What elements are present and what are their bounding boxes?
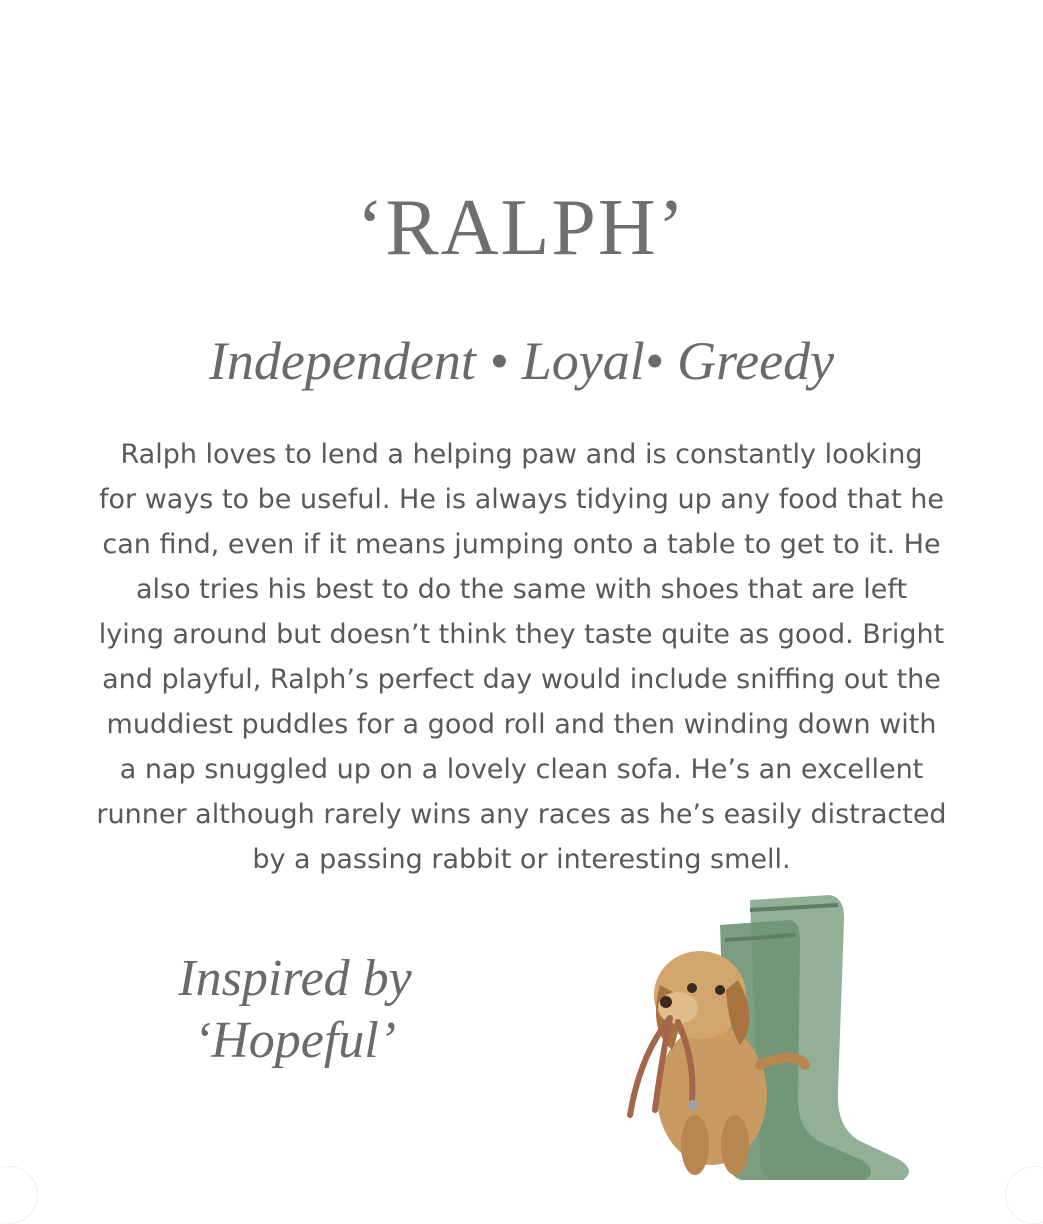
description-line: runner although rarely wins any races as he’s easily distracted <box>96 799 947 830</box>
inspired-by-label: Inspired by <box>178 950 412 1007</box>
description-line: for ways to be useful. He is always tidying up any food that he <box>98 484 944 515</box>
description-line: Ralph loves to lend a helping paw and is constantly looking <box>120 439 923 470</box>
inspiration-name: ‘Hopeful’ <box>193 1012 397 1069</box>
description-line: lying around but doesn’t think they taste quite as good. Bright <box>98 619 945 650</box>
description-line: can find, even if it means jumping onto a table to get to it. He <box>102 529 941 560</box>
description-line: a nap snuggled up on a lovely clean sofa. He’s an excellent <box>119 754 924 785</box>
corner-circle <box>1005 1166 1043 1224</box>
description-line: muddiest puddles for a good roll and then winding down with <box>106 709 937 740</box>
dog-name-title: ‘RALPH’ <box>356 184 687 272</box>
description-line: by a passing rabbit or interesting smell. <box>252 844 791 875</box>
description-line: and playful, Ralph’s perfect day would include sniffing out the <box>102 664 941 695</box>
inspired-by-caption <box>130 948 460 1072</box>
puppy-boots-illustration <box>600 880 930 1180</box>
corner-circle <box>0 1166 38 1224</box>
description-line: also tries his best to do the same with shoes that are left <box>135 574 908 605</box>
traits-line: Independent • Loyal• Greedy <box>208 331 835 391</box>
description <box>30 432 1013 882</box>
